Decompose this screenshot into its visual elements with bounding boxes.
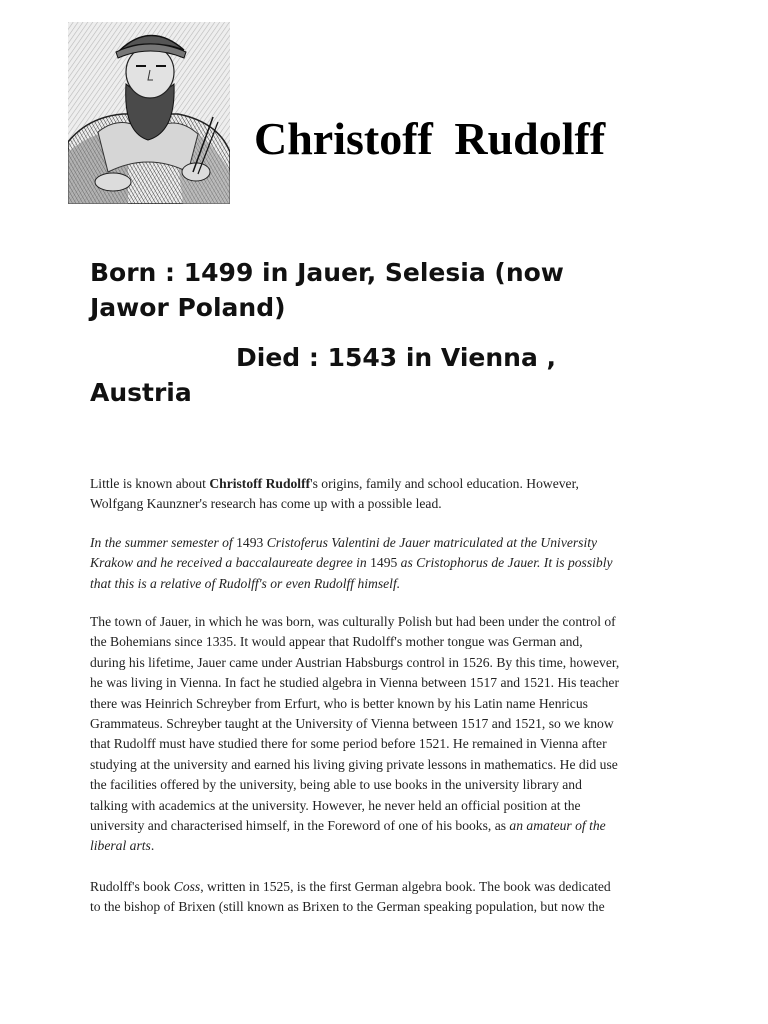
p1-line-1 — [90, 474, 680, 494]
p3-italic: an amateur of the — [509, 818, 606, 834]
p4-text: , written in 1525, is the first German algebra book. The book was dedicated — [200, 879, 611, 894]
born-line-2: Jawor Poland) — [90, 293, 286, 322]
p2-line-2 — [90, 553, 680, 573]
born-line-1: Born : 1499 in Jauer, Selesia (now — [90, 258, 564, 287]
p1-text: Little is known about — [90, 476, 210, 491]
p3-line-11 — [90, 816, 680, 836]
p3-text: . — [150, 838, 155, 854]
p3-line-8: studying at the university and earned his living giving private lessons in mathematics. He did use — [90, 756, 618, 772]
p3-line-1: The town of Jauer, in which he was born, was culturally Polish but had been under the control of — [90, 614, 616, 629]
p3-line-5: there was Heinrich Schreyber from Erfurt, who is better known by his Latin name Henricus — [90, 695, 588, 711]
p3-line-2: the Bohemians since 1335. It would appear that Rudolff's mother tongue was German and, — [90, 634, 583, 650]
p4-book-title: Coss — [173, 879, 201, 894]
p4-text: Rudolff's book — [90, 879, 174, 894]
p2-text: as Cristophorus de Jauer. It is possibly — [397, 555, 613, 571]
portrait-engraving — [68, 22, 230, 204]
p3-line-10: talking with academics at the university. However, he never held an official position at the — [90, 797, 581, 813]
paragraph-origins — [90, 474, 680, 515]
died-heading — [90, 340, 556, 410]
p3-text: university and characterised himself, in the Foreword of one of his books, as — [90, 818, 510, 834]
paragraph-coss — [90, 877, 680, 918]
p2-text: Cristoferus Valentini de Jauer matriculated at the University — [263, 535, 598, 550]
p1-text: 's origins, family and school education. However, — [310, 476, 579, 491]
died-line-2: Austria — [90, 378, 192, 407]
paragraph-krakow — [90, 533, 680, 594]
p3-line-7: that Rudolff must have studied there for some period before 1521. He remained in Vienna after — [90, 736, 607, 752]
died-line-1-wrap — [90, 340, 556, 375]
died-line-1: Died : 1543 in Vienna , — [236, 343, 557, 372]
p4-line-1 — [90, 877, 680, 897]
p2-text: In the summer semester of — [90, 535, 237, 550]
p2-line-1 — [90, 533, 680, 553]
p3-italic: liberal arts — [90, 838, 151, 854]
p3-line-4: he was living in Vienna. In fact he studied algebra in Vienna between 1517 and 1521. His teacher — [90, 675, 619, 691]
p2-text: Krakow and he received a baccalaureate degree in — [90, 555, 371, 571]
page-title: Christoff Rudolff — [254, 113, 606, 164]
p3-line-12 — [90, 836, 680, 856]
p2-year: 1493 — [236, 535, 264, 550]
p2-line-3: that this is a relative of Rudolff's or even Rudolff himself. — [90, 575, 401, 591]
p2-year: 1495 — [370, 555, 398, 571]
p3-line-3: during his lifetime, Jauer came under Austrian Habsburgs control in 1526. By this time, however, — [90, 654, 620, 670]
born-heading — [90, 255, 564, 325]
paragraph-vienna — [90, 612, 680, 857]
p4-line-2: to the bishop of Brixen (still known as Brixen to the German speaking population, but now the — [90, 899, 605, 915]
p1-bold-name: Christoff Rudolff — [209, 476, 311, 491]
p3-line-6: Grammateus. Schreyber taught at the University of Vienna between 1517 and 1521, so we know — [90, 716, 614, 732]
p1-line-2: Wolfgang Kaunzner's research has come up with a possible lead. — [90, 496, 442, 512]
p3-line-9: the facilities offered by the university, being able to use books in the university library and — [90, 777, 582, 793]
